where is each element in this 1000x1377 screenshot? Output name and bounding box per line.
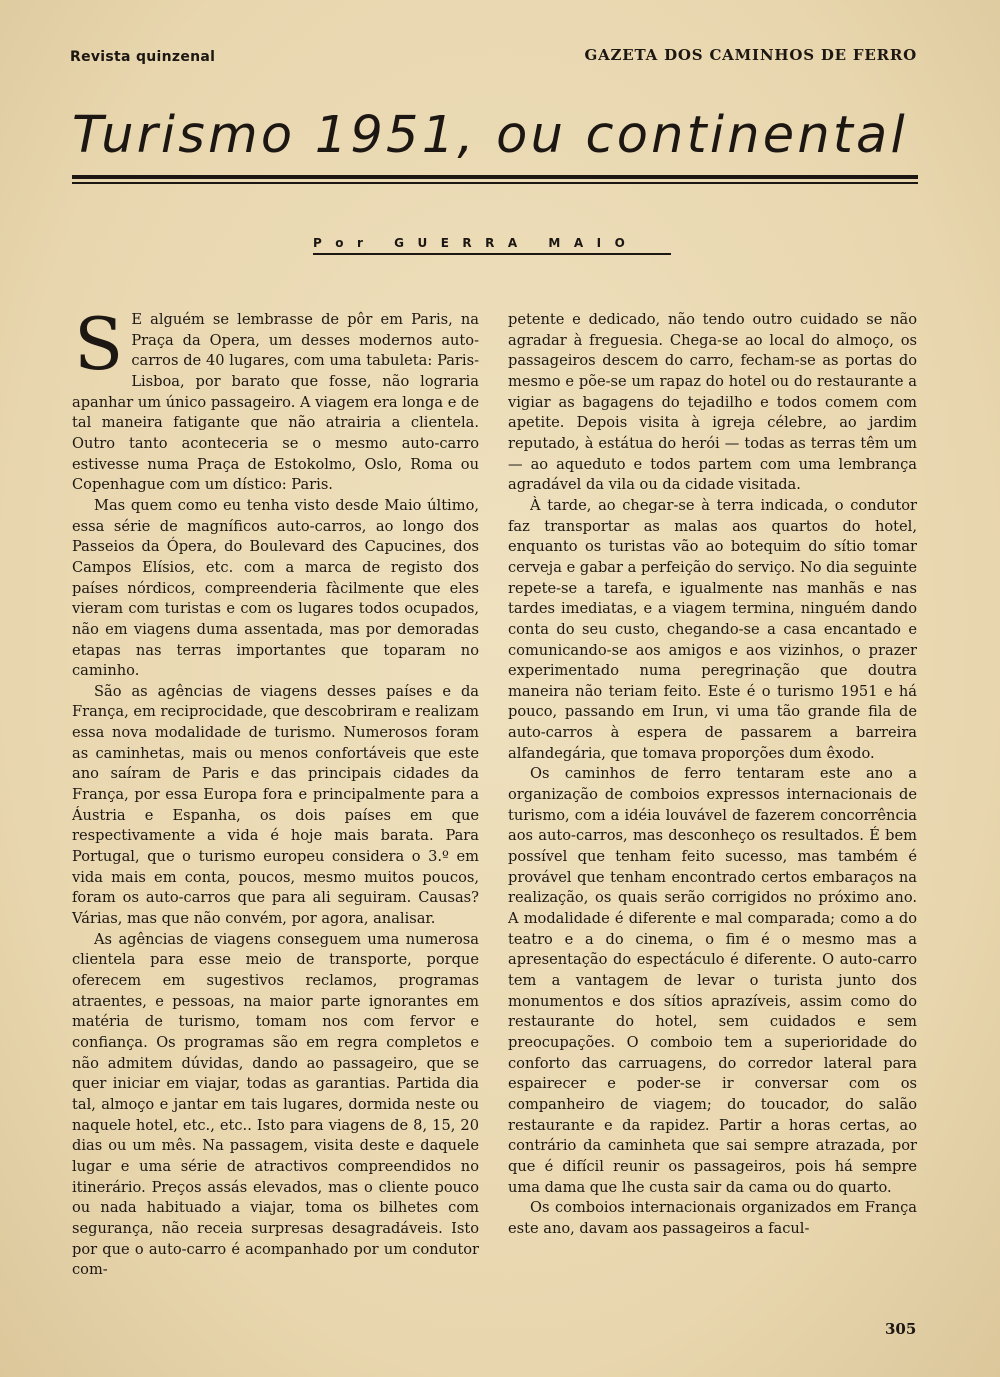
- page-number: 305: [885, 1320, 917, 1338]
- left-column: [72, 302, 479, 1281]
- drop-cap: S: [74, 302, 124, 386]
- right-column: [508, 310, 917, 1240]
- article-byline: Por GUERRA MAIO: [313, 236, 639, 250]
- article-title: Turismo 1951, ou continental: [72, 106, 908, 165]
- paragraph: São as agências de viagens desses países e da França, em reciprocidade, que descobriram e realizam essa nova modalidade de turismo. Numerosos foram as caminhetas, mais ou menos confortáveis que este ano saíram de Paris e das principais cidades da França, por essa Europa fora e principalmente para a Áustria e Espanha, os dois países em que respectivamente a vida é hoje mais barata. Para Portugal, que o turismo europeu considera o 3.º em vida mais em conta, poucos, mesmo muitos poucos, foram os auto-carros que para ali seguiram. Causas? Várias, mas que não convém, por agora, analisar.: [72, 682, 479, 928]
- running-header-left: Revista quinzenal: [70, 49, 216, 65]
- paragraph: Os caminhos de ferro tentaram este ano a organização de comboios expressos internacionais de turismo, com a idéia louvável de fazerem concorrência aos auto-carros, mas desconheço os resultados. É bem possível que tenham feito sucesso, mas também é provável que tenham encontrado certos embaraços na realização, os quais serão corrigidos no próximo ano. A modalidade é diferente e mal comparada; como a do teatro e a do cinema, o fim é o mesmo mas a apresentação do espectáculo é diferente. O auto-carro tem a vantagem de levar o turista junto dos monumentos e dos sítios aprazíveis, assim como do restaurante do hotel, sem cuidados e sem preocupações. O comboio tem a superioridade do conforto das carruagens, do corredor lateral para espairecer e poder-se ir conversar com os companheiro de viagem; do toucador, do salão restaurante e da rapidez. Partir a horas certas, ao contrário da caminheta que sai sempre atrazada, por que é difícil reunir os passageiros, pois há sempre uma dama que lhe custa sair da cama ou do quarto.: [508, 765, 917, 1196]
- title-rule-thin: [72, 182, 918, 184]
- title-rule-thick: [72, 175, 918, 179]
- paragraph: As agências de viagens conseguem uma numerosa clientela para esse meio de transporte, porque oferecem em sugestivos reclamos, programas atraentes, e pessoas, na maior parte ignorantes em matéria de turismo, tomam nos com fervor e confiança. Os programas são em regra completos e não admitem dúvidas, dando ao passageiro, que se quer iniciar em viajar, todas as garantias. Partida dia tal, almoço e jantar em tais lugares, dormida neste ou naquele hotel, etc., etc.. Isto para viagens de 8, 15, 20 dias ou um mês. Na passagem, visita deste e daquele lugar e uma série de atractivos compreendidos no itinerário. Preços assás elevados, mas o cliente pouco ou nada habituado a viajar, toma os bilhetes com segurança, não receia surpresas desagradáveis. Isto por que o auto-carro é acompanhado por um condutor com-: [72, 930, 479, 1279]
- paragraph: À tarde, ao chegar-se à terra indicada, o condutor faz transportar as malas aos quartos do hotel, enquanto os turistas vão ao botequim do sítio tomar cerveja e gabar a perfeição do serviço. No dia seguinte repete-se a tarefa, e igualmente nas manhãs e nas tardes imediatas, e a viagem termina, ninguém dando conta do seu custo, chegando-se a casa encantado e comunicando-se aos amigos e aos vizinhos, o prazer experimentado numa peregrinação que doutra maneira não teriam feito. Este é o turismo 1951 e há pouco, passando em Irun, vi uma tão grande fila de auto-carros à espera de passarem a barreira alfandegária, que tomava proporções dum êxodo.: [508, 496, 917, 762]
- running-header-right: GAZETA DOS CAMINHOS DE FERRO: [584, 46, 917, 64]
- paragraph: Mas quem como eu tenha visto desde Maio último, essa série de magníficos auto-carros, ao longo dos Passeios da Ópera, do Boulevard des Capucines, dos Campos Elísios, etc. com a marca de registo dos países nórdicos, compreenderia fàcilmente que eles vieram com turistas e com os lugares todos ocupados, não em viagens duma assentada, mas por demoradas etapas nas terras importantes que toparam no caminho.: [72, 496, 479, 680]
- paragraph: [72, 302, 479, 496]
- byline-underline: [313, 253, 671, 255]
- paragraph: Os comboios internacionais organizados em França este ano, davam aos passageiros a facul-: [508, 1199, 917, 1237]
- paragraph: petente e dedicado, não tendo outro cuidado se não agradar à freguesia. Chega-se ao local do almoço, os passageiros descem do carro, fecham-se as portas do mesmo e põe-se um rapaz do hotel ou do restaurante a vigiar as bagagens do tejadilho e todos comem com apetite. Depois visita à igreja célebre, ao jardim reputado, à estátua do herói — todas as terras têm um — ao aqueduto e todos partem com uma lembrança agradável da vila ou da cidade visitada.: [508, 311, 917, 494]
- paragraph-text: E alguém se lembrasse de pôr em Paris, na Praça da Opera, um desses modernos auto-carros de 40 lugares, com uma tabuleta: Paris-Lisboa, por barato que fosse, não lograria apanhar um único passageiro. A viagem era longa e de tal maneira fatigante que não atrairia a clientela. Outro tanto aconteceria se o mesmo auto-carro estivesse numa Praça de Estokolmo, Oslo, Roma ou Copenhague com um dístico: Paris.: [72, 311, 479, 494]
